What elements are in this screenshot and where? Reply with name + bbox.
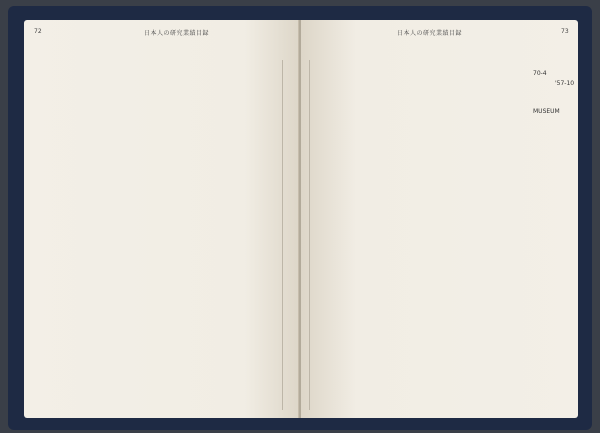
date-number: '57-10 [555,80,575,87]
right-page-number: 73 [561,28,569,35]
open-book [8,6,592,430]
museum-text: MUSEUM [533,108,560,115]
left-running-head: 日本人の研究業績目録 [144,30,210,37]
left-page-number: 72 [34,28,42,35]
column-rule [282,60,283,410]
right-running-head: 日本人の研究業績目録 [397,30,463,37]
left-page [24,20,300,418]
volume-number: 70-4 [533,70,547,77]
column-rule [309,60,310,410]
right-page [301,20,578,418]
